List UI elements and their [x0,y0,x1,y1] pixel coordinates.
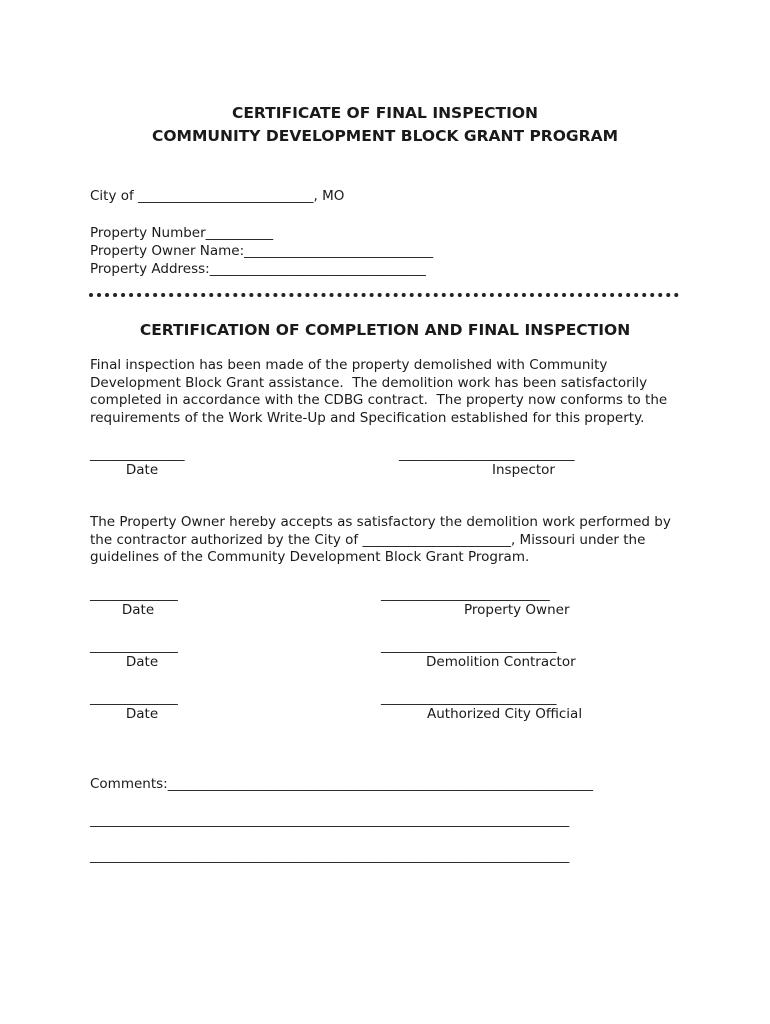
property-owner-field[interactable]: Property Owner Name:____________________________ [90,243,434,259]
official-signature-line[interactable]: __________________________ [381,690,557,706]
certification-text-line: requirements of the Work Write-Up and Specification established for this property. [90,410,645,426]
contractor-date-line[interactable]: _____________ [90,638,178,654]
comments-field[interactable]: Comments:_______________________________________________________________ [90,776,593,792]
certification-text-line: completed in accordance with the CDBG contract. The property now conforms to the [90,392,668,408]
inspector-signature-line[interactable]: __________________________ [399,446,575,462]
certification-text-line: Final inspection has been made of the property demolished with Community [90,357,608,373]
contractor-date-label: Date [125,654,159,670]
contractor-signature-label: Demolition Contractor [426,654,576,670]
inspection-date-line[interactable]: ______________ [90,446,185,462]
owner-signature-line[interactable]: _________________________ [381,586,550,602]
owner-date-line[interactable]: _____________ [90,586,178,602]
official-date-label: Date [125,706,159,722]
official-date-line[interactable]: _____________ [90,690,178,706]
property-address-field[interactable]: Property Address:________________________________ [90,261,426,277]
contractor-signature-line[interactable]: __________________________ [381,638,557,654]
certification-heading: CERTIFICATION OF COMPLETION AND FINAL INSPECTION [139,321,631,339]
acceptance-text-line: the contractor authorized by the City of ______________________, Missouri under the [90,532,646,548]
inspection-date-label: Date [125,462,159,478]
certification-text-line: Development Block Grant assistance. The demolition work has been satisfactorily [90,375,648,391]
comments-line[interactable]: _______________________________________________________________________ [90,812,570,828]
document-subtitle: COMMUNITY DEVELOPMENT BLOCK GRANT PROGRAM [151,127,618,145]
dotted-divider [89,293,679,297]
owner-date-label: Date [121,602,155,618]
city-field[interactable]: City of __________________________, MO [90,188,345,204]
inspector-label: Inspector [492,462,555,478]
acceptance-text-line: guidelines of the Community Development Block Grant Program. [90,549,530,565]
official-signature-label: Authorized City Official [427,706,583,722]
document-title: CERTIFICATE OF FINAL INSPECTION [231,104,539,122]
property-number-field[interactable]: Property Number__________ [90,225,274,241]
owner-signature-label: Property Owner [464,602,570,618]
comments-line[interactable]: _______________________________________________________________________ [90,848,570,864]
acceptance-text-line: The Property Owner hereby accepts as satisfactory the demolition work performed by [90,514,671,530]
